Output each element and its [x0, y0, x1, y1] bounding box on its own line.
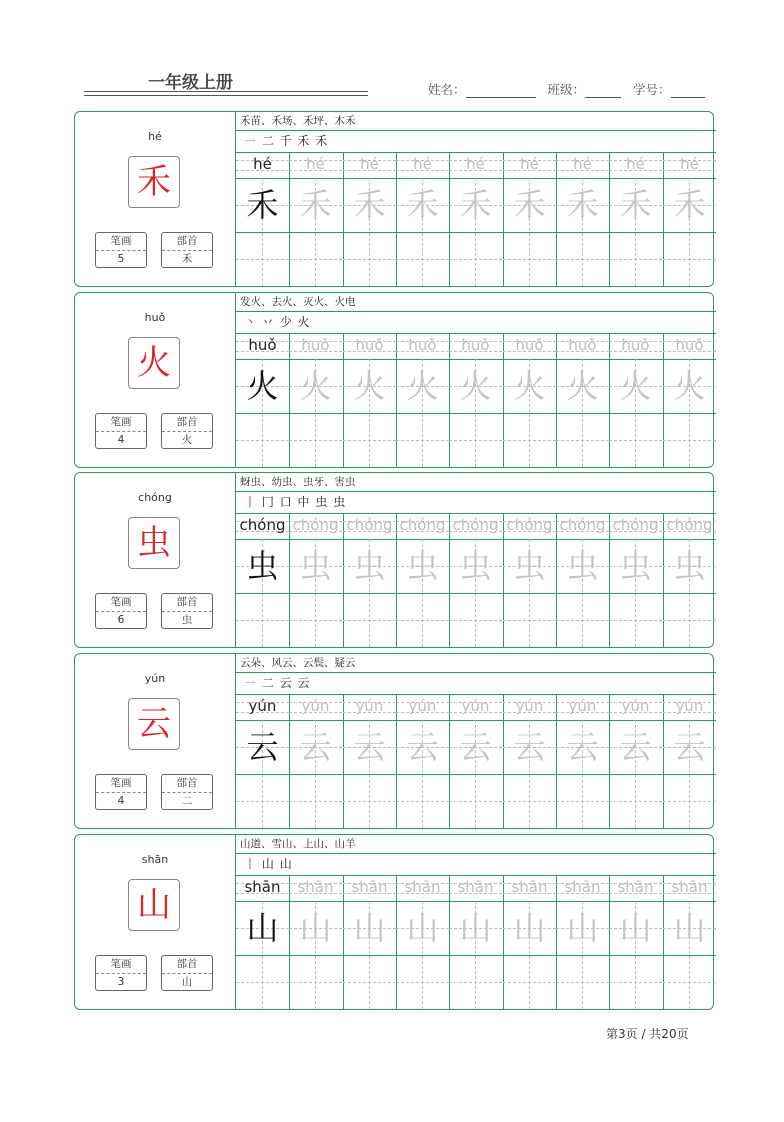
trace-character: 山 — [353, 909, 386, 947]
grid-guide — [289, 982, 342, 983]
model-pinyin: chóng — [239, 516, 286, 534]
grid-guide — [236, 440, 289, 441]
character-info — [75, 835, 235, 1009]
name-field[interactable] — [466, 83, 536, 98]
grid-guide — [663, 440, 716, 441]
trace-pinyin: yún — [621, 697, 650, 715]
grid-guide — [609, 259, 662, 260]
grid-line — [236, 232, 716, 233]
grid-guide — [449, 982, 502, 983]
trace-pinyin: shān — [511, 878, 548, 896]
grid-guide — [556, 620, 609, 621]
grid-guide — [449, 259, 502, 260]
number-field[interactable] — [671, 83, 705, 98]
stroke-step: 二 — [261, 134, 275, 148]
radical-value: 二 — [181, 795, 193, 807]
grid-guide — [396, 440, 449, 441]
grid-guide — [449, 440, 502, 441]
model-pinyin: yún — [248, 697, 277, 715]
stroke-step: 少 — [279, 315, 293, 329]
grid-guide — [343, 440, 396, 441]
trace-pinyin: hé — [680, 155, 699, 173]
trace-character: 禾 — [513, 186, 546, 224]
grid-guide — [289, 801, 342, 802]
model-pinyin: huǒ — [248, 336, 277, 354]
radical-value: 山 — [181, 976, 193, 988]
trace-character: 火 — [299, 367, 332, 405]
stroke-step: 云 — [297, 676, 311, 690]
grid-guide — [503, 259, 556, 260]
trace-character: 云 — [566, 728, 599, 766]
stroke-count-box — [95, 955, 147, 991]
trace-character: 山 — [513, 909, 546, 947]
practice-grid — [235, 835, 716, 1009]
trace-pinyin: shān — [351, 878, 388, 896]
trace-character: 虫 — [353, 547, 386, 585]
grid-line — [236, 593, 716, 594]
card-pinyin: yún — [144, 672, 166, 685]
stroke-step: 二 — [261, 676, 275, 690]
trace-character: 虫 — [299, 547, 332, 585]
worksheet-title: 一年级上册 — [148, 73, 233, 93]
grid-guide — [503, 440, 556, 441]
stroke-count-box — [95, 593, 147, 629]
stroke-count-value: 3 — [117, 976, 125, 988]
grid-guide — [663, 620, 716, 621]
trace-character: 山 — [566, 909, 599, 947]
model-character: 禾 — [246, 186, 279, 224]
grid-guide — [449, 801, 502, 802]
stroke-order — [244, 312, 311, 332]
trace-pinyin: hé — [520, 155, 539, 173]
grid-line — [236, 774, 716, 775]
grid-line — [236, 955, 716, 956]
trace-character: 云 — [619, 728, 652, 766]
radical-box — [161, 232, 213, 268]
trace-pinyin: huǒ — [355, 336, 384, 354]
stroke-step: ㇐ — [244, 676, 258, 690]
grid-guide — [609, 620, 662, 621]
trace-pinyin: chóng — [346, 516, 393, 534]
character-info — [75, 473, 235, 647]
stroke-step: 禾 — [297, 134, 311, 148]
stroke-step: 中 — [297, 495, 311, 509]
radical-value: 火 — [181, 434, 193, 446]
trace-character: 火 — [459, 367, 492, 405]
stroke-step: 冂 — [261, 495, 275, 509]
grid-line — [236, 413, 716, 414]
trace-pinyin: shān — [617, 878, 654, 896]
trace-character: 山 — [459, 909, 492, 947]
stroke-count-label: 笔画 — [96, 233, 146, 251]
grid-guide — [556, 440, 609, 441]
trace-pinyin: hé — [466, 155, 485, 173]
trace-character: 云 — [459, 728, 492, 766]
model-pinyin: shān — [244, 878, 281, 896]
stroke-count-value: 4 — [117, 434, 125, 446]
stroke-count-box — [95, 232, 147, 268]
model-character: 火 — [246, 367, 279, 405]
grid-guide — [343, 259, 396, 260]
trace-pinyin: huǒ — [461, 336, 490, 354]
trace-character: 火 — [673, 367, 706, 405]
trace-pinyin: chóng — [612, 516, 659, 534]
trace-character: 虫 — [619, 547, 652, 585]
trace-pinyin: huǒ — [675, 336, 704, 354]
trace-pinyin: shān — [457, 878, 494, 896]
trace-pinyin: yún — [675, 697, 704, 715]
trace-pinyin: chóng — [452, 516, 499, 534]
radical-value: 虫 — [181, 614, 193, 626]
trace-pinyin: chóng — [559, 516, 606, 534]
trace-character: 云 — [299, 728, 332, 766]
grid-guide — [236, 259, 289, 260]
trace-pinyin: chóng — [666, 516, 713, 534]
practice-grid — [235, 654, 716, 828]
stroke-step: 火 — [297, 315, 311, 329]
trace-pinyin: huǒ — [301, 336, 330, 354]
trace-character: 火 — [353, 367, 386, 405]
stroke-count-box — [95, 774, 147, 810]
card-character: 禾 — [128, 156, 180, 208]
trace-pinyin: huǒ — [515, 336, 544, 354]
trace-character: 山 — [619, 909, 652, 947]
trace-character: 山 — [299, 909, 332, 947]
trace-character: 火 — [566, 367, 599, 405]
stroke-count-value: 5 — [117, 253, 125, 265]
stroke-step: 丶 — [244, 315, 258, 329]
card-pinyin: chóng — [138, 491, 172, 504]
character-card — [74, 292, 714, 468]
model-character: 云 — [246, 728, 279, 766]
grid-guide — [236, 801, 289, 802]
trace-character: 禾 — [353, 186, 386, 224]
trace-pinyin: shān — [671, 878, 708, 896]
example-words: 禾苗、禾场、禾坪、木禾 — [240, 115, 356, 127]
grid-guide — [289, 259, 342, 260]
trace-character: 火 — [619, 367, 652, 405]
grid-guide — [343, 982, 396, 983]
trace-character: 虫 — [673, 547, 706, 585]
character-card — [74, 472, 714, 648]
grid-guide — [449, 620, 502, 621]
trace-character: 禾 — [459, 186, 492, 224]
trace-character: 云 — [513, 728, 546, 766]
practice-grid — [235, 473, 716, 647]
grid-guide — [556, 259, 609, 260]
trace-character: 禾 — [566, 186, 599, 224]
card-character: 云 — [128, 698, 180, 750]
grid-guide — [236, 620, 289, 621]
stroke-step: 丨 — [244, 857, 258, 871]
trace-character: 云 — [673, 728, 706, 766]
trace-character: 禾 — [619, 186, 652, 224]
grid-guide — [396, 801, 449, 802]
stroke-step: 山 — [261, 857, 275, 871]
model-character: 虫 — [246, 547, 279, 585]
trace-pinyin: yún — [515, 697, 544, 715]
stroke-count-label: 笔画 — [96, 775, 146, 793]
trace-pinyin: hé — [360, 155, 379, 173]
grid-line — [236, 853, 716, 854]
grid-guide — [503, 982, 556, 983]
trace-character: 火 — [513, 367, 546, 405]
radical-box — [161, 593, 213, 629]
trace-pinyin: yún — [355, 697, 384, 715]
card-character: 火 — [128, 337, 180, 389]
grid-guide — [663, 982, 716, 983]
character-info — [75, 293, 235, 467]
grid-guide — [503, 620, 556, 621]
title-underline-2 — [84, 95, 368, 96]
card-pinyin: shān — [141, 853, 169, 866]
grid-guide — [289, 620, 342, 621]
stroke-step: ㇐ — [244, 134, 258, 148]
grid-guide — [609, 801, 662, 802]
grid-guide — [396, 620, 449, 621]
stroke-step: 云 — [279, 676, 293, 690]
radical-label: 部首 — [162, 594, 212, 612]
card-character: 山 — [128, 879, 180, 931]
stroke-count-value: 4 — [117, 795, 125, 807]
example-words: 山道、雪山、上山、山羊 — [240, 838, 356, 850]
stroke-step: 禾 — [315, 134, 329, 148]
trace-character: 虫 — [459, 547, 492, 585]
number-label: 学号： — [633, 82, 671, 97]
radical-value: 禾 — [181, 253, 193, 265]
trace-character: 虫 — [566, 547, 599, 585]
stroke-step: 丨 — [244, 495, 258, 509]
title-underline — [84, 91, 368, 92]
trace-pinyin: hé — [573, 155, 592, 173]
trace-character: 云 — [406, 728, 439, 766]
trace-pinyin: yún — [461, 697, 490, 715]
trace-pinyin: chóng — [399, 516, 446, 534]
example-words: 发火、去火、灭火、火电 — [240, 296, 356, 308]
card-character: 虫 — [128, 517, 180, 569]
trace-pinyin: yún — [301, 697, 330, 715]
trace-character: 禾 — [299, 186, 332, 224]
trace-character: 云 — [353, 728, 386, 766]
character-info — [75, 112, 235, 286]
trace-character: 禾 — [673, 186, 706, 224]
card-pinyin: huǒ — [144, 311, 166, 324]
grid-guide — [663, 259, 716, 260]
model-character: 山 — [246, 909, 279, 947]
trace-pinyin: huǒ — [621, 336, 650, 354]
trace-character: 虫 — [406, 547, 439, 585]
trace-pinyin: chóng — [292, 516, 339, 534]
grid-guide — [503, 801, 556, 802]
name-label: 姓名： — [428, 82, 466, 97]
stroke-step: 山 — [279, 857, 293, 871]
radical-label: 部首 — [162, 956, 212, 974]
practice-grid — [235, 112, 716, 286]
class-field[interactable] — [585, 83, 621, 98]
practice-grid — [235, 293, 716, 467]
grid-guide — [663, 801, 716, 802]
stroke-step: 口 — [279, 495, 293, 509]
stroke-count-box — [95, 413, 147, 449]
grid-guide — [396, 982, 449, 983]
trace-pinyin: shān — [297, 878, 334, 896]
character-card — [74, 834, 714, 1010]
character-card — [74, 653, 714, 829]
character-card — [74, 111, 714, 287]
class-label: 班级： — [547, 82, 586, 97]
page-indicator: 第3页 / 共20页 — [606, 1027, 689, 1041]
radical-box — [161, 413, 213, 449]
trace-pinyin: huǒ — [408, 336, 437, 354]
trace-character: 禾 — [406, 186, 439, 224]
grid-guide — [236, 982, 289, 983]
stroke-order — [244, 492, 346, 512]
trace-pinyin: shān — [564, 878, 601, 896]
grid-guide — [289, 440, 342, 441]
stroke-order — [244, 854, 293, 874]
example-words: 蚜虫、幼虫、虫牙、害虫 — [240, 476, 356, 488]
trace-pinyin: huǒ — [568, 336, 597, 354]
stroke-order — [244, 131, 328, 151]
grid-guide — [609, 440, 662, 441]
stroke-step: 虫 — [315, 495, 329, 509]
stroke-count-label: 笔画 — [96, 594, 146, 612]
trace-pinyin: chóng — [506, 516, 553, 534]
character-info — [75, 654, 235, 828]
trace-pinyin: yún — [408, 697, 437, 715]
stroke-count-label: 笔画 — [96, 956, 146, 974]
radical-box — [161, 955, 213, 991]
card-pinyin: hé — [148, 130, 162, 143]
grid-guide — [343, 620, 396, 621]
trace-pinyin: hé — [306, 155, 325, 173]
stroke-count-value: 6 — [117, 614, 125, 626]
radical-label: 部首 — [162, 775, 212, 793]
stroke-step: 丷 — [261, 315, 275, 329]
trace-pinyin: hé — [626, 155, 645, 173]
grid-guide — [609, 982, 662, 983]
radical-box — [161, 774, 213, 810]
grid-guide — [556, 982, 609, 983]
grid-guide — [556, 801, 609, 802]
stroke-count-label: 笔画 — [96, 414, 146, 432]
grid-guide — [396, 259, 449, 260]
radical-label: 部首 — [162, 414, 212, 432]
trace-character: 山 — [673, 909, 706, 947]
stroke-order — [244, 673, 311, 693]
example-words: 云朵、风云、云鬓、疑云 — [240, 657, 356, 669]
grid-guide — [343, 801, 396, 802]
model-pinyin: hé — [253, 155, 272, 173]
stroke-step: 虫 — [333, 495, 347, 509]
trace-pinyin: shān — [404, 878, 441, 896]
student-info — [428, 80, 705, 98]
trace-pinyin: hé — [413, 155, 432, 173]
trace-pinyin: yún — [568, 697, 597, 715]
trace-character: 山 — [406, 909, 439, 947]
stroke-step: 千 — [279, 134, 293, 148]
trace-character: 虫 — [513, 547, 546, 585]
trace-character: 火 — [406, 367, 439, 405]
radical-label: 部首 — [162, 233, 212, 251]
